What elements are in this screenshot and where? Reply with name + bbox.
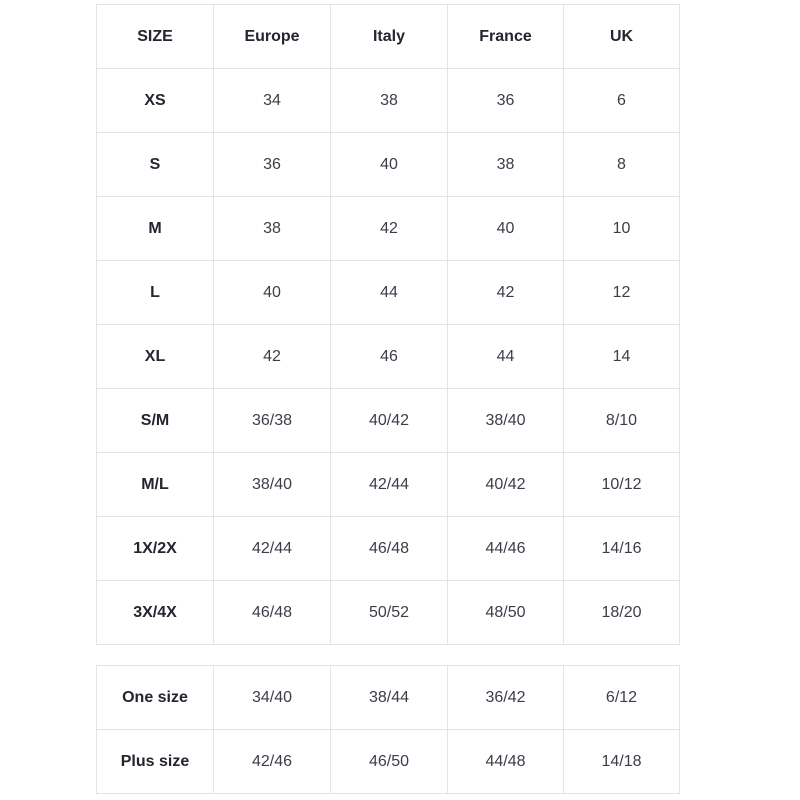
column-header-europe: Europe (214, 5, 331, 69)
cell-europe: 36 (214, 133, 331, 197)
column-header-uk: UK (564, 5, 680, 69)
cell-italy: 46 (331, 325, 448, 389)
table-header (97, 5, 680, 69)
cell-uk: 18/20 (564, 581, 680, 645)
row-label: XS (97, 69, 214, 133)
cell-france: 40 (448, 197, 564, 261)
cell-italy: 40/42 (331, 389, 448, 453)
row-label: M (97, 197, 214, 261)
cell-europe: 46/48 (214, 581, 331, 645)
table-body (97, 69, 680, 645)
size-chart-secondary-table (96, 665, 680, 794)
size-chart-main-table-wrapper (96, 4, 679, 645)
cell-europe: 34/40 (214, 666, 331, 730)
cell-europe: 34 (214, 69, 331, 133)
cell-italy: 42/44 (331, 453, 448, 517)
cell-france: 48/50 (448, 581, 564, 645)
cell-france: 44/48 (448, 730, 564, 794)
cell-uk: 10 (564, 197, 680, 261)
cell-france: 44/46 (448, 517, 564, 581)
cell-uk: 14 (564, 325, 680, 389)
cell-uk: 10/12 (564, 453, 680, 517)
cell-france: 36 (448, 69, 564, 133)
table-row (97, 325, 680, 389)
column-header-france: France (448, 5, 564, 69)
cell-france: 38/40 (448, 389, 564, 453)
cell-uk: 6 (564, 69, 680, 133)
cell-france: 42 (448, 261, 564, 325)
size-chart-secondary-table-wrapper (96, 665, 679, 794)
cell-europe: 42/46 (214, 730, 331, 794)
table-row (97, 581, 680, 645)
row-label: 3X/4X (97, 581, 214, 645)
cell-italy: 38/44 (331, 666, 448, 730)
table-header-row (97, 5, 680, 69)
table-row (97, 453, 680, 517)
table-row (97, 133, 680, 197)
cell-france: 44 (448, 325, 564, 389)
cell-europe: 42/44 (214, 517, 331, 581)
row-label: Plus size (97, 730, 214, 794)
cell-uk: 12 (564, 261, 680, 325)
cell-uk: 6/12 (564, 666, 680, 730)
cell-uk: 14/16 (564, 517, 680, 581)
cell-europe: 40 (214, 261, 331, 325)
size-chart-main-table (96, 4, 680, 645)
row-label: M/L (97, 453, 214, 517)
cell-italy: 40 (331, 133, 448, 197)
row-label: S/M (97, 389, 214, 453)
table-row (97, 666, 680, 730)
cell-italy: 46/48 (331, 517, 448, 581)
table-row (97, 69, 680, 133)
row-label: S (97, 133, 214, 197)
table-row (97, 389, 680, 453)
row-label: L (97, 261, 214, 325)
cell-uk: 8/10 (564, 389, 680, 453)
cell-uk: 14/18 (564, 730, 680, 794)
cell-italy: 44 (331, 261, 448, 325)
cell-europe: 36/38 (214, 389, 331, 453)
cell-italy: 50/52 (331, 581, 448, 645)
table-row (97, 517, 680, 581)
table-row (97, 730, 680, 794)
cell-uk: 8 (564, 133, 680, 197)
cell-europe: 38/40 (214, 453, 331, 517)
cell-france: 40/42 (448, 453, 564, 517)
cell-europe: 38 (214, 197, 331, 261)
cell-italy: 42 (331, 197, 448, 261)
cell-italy: 46/50 (331, 730, 448, 794)
column-header-italy: Italy (331, 5, 448, 69)
table-row (97, 261, 680, 325)
row-label: 1X/2X (97, 517, 214, 581)
row-label: XL (97, 325, 214, 389)
row-label: One size (97, 666, 214, 730)
table-row (97, 197, 680, 261)
cell-france: 36/42 (448, 666, 564, 730)
column-header-size: SIZE (97, 5, 214, 69)
cell-italy: 38 (331, 69, 448, 133)
cell-europe: 42 (214, 325, 331, 389)
cell-france: 38 (448, 133, 564, 197)
table-body (97, 666, 680, 794)
